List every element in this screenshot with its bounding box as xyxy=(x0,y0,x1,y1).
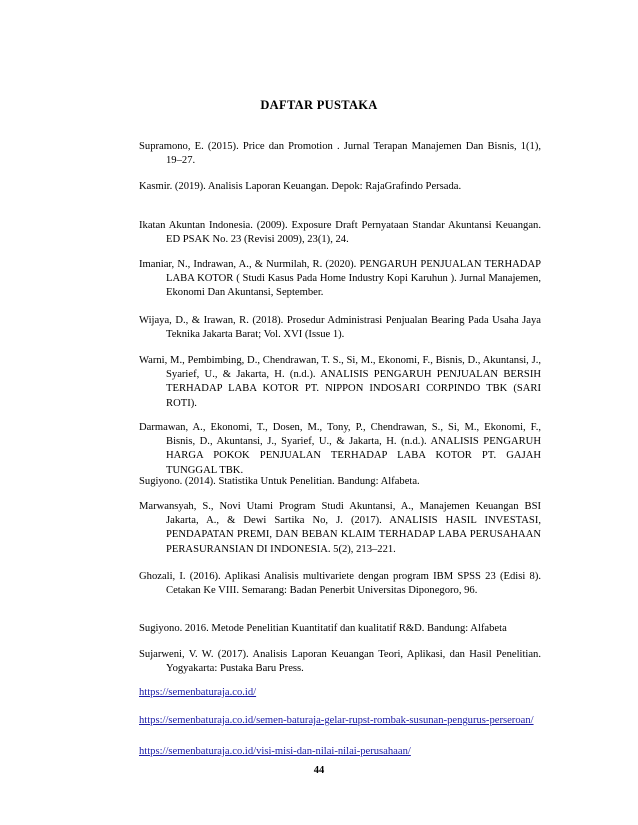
reference-entry: Supramono, E. (2015). Price dan Promotion . Jurnal Terapan Manajemen Dan Bisnis, 1(1), 19–27. xyxy=(139,141,541,167)
reference-entry: Marwansyah, S., Novi Utami Program Studi Akuntansi, A., Manajemen Keuangan BSI Jakarta, A., & Dewi Sartika No, J. (2017). ANALISIS HASIL INVESTASI, PENDAPATAN PREMI, DAN BEBAN KLAIM TERHADAP LABA PERUSAHAAN PERASURANSIAN DI INDONESIA. 5(2), 213–221. xyxy=(139,501,541,555)
reference-entry: Darmawan, A., Ekonomi, T., Dosen, M., Tony, P., Chendrawan, S., Si, M., Ekonomi, F., Bisnis, D., Akuntansi, J., Syarief, U., & Jakarta, H. (n.d.). ANALISIS PENGARUH HARGA POKOK PENJUALAN TERHADAP LABA KOTOR PT. GAJAH TUNGGAL TBK. xyxy=(139,422,541,476)
reference-link[interactable]: https://semenbaturaja.co.id/ xyxy=(139,687,257,698)
page-number: 44 xyxy=(313,765,325,776)
reference-entry: Kasmir. (2019). Analisis Laporan Keuangan. Depok: RajaGrafindo Persada. xyxy=(139,181,462,192)
reference-entry: Ikatan Akuntan Indonesia. (2009). Exposure Draft Pernyataan Standar Akuntansi Keuangan. ED PSAK No. 23 (Revisi 2009), 23(1), 24. xyxy=(139,220,541,246)
reference-link[interactable]: https://semenbaturaja.co.id/semen-baturaja-gelar-rupst-rombak-susunan-pengurus-perseroan/ xyxy=(139,715,534,726)
reference-entry: Imaniar, N., Indrawan, A., & Nurmilah, R. (2020). PENGARUH PENJUALAN TERHADAP LABA KOTOR ( Studi Kasus Pada Home Industry Kopi Karuhun ). Jurnal Manajemen, Ekonomi Dan Akuntansi, September. xyxy=(139,259,541,299)
reference-entry: Ghozali, I. (2016). Aplikasi Analisis multivariete dengan program IBM SPSS 23 (Edisi 8). Cetakan Ke VIII. Semarang: Badan Penerbit Universitas Diponegoro, 96. xyxy=(139,571,541,597)
reference-entry: Warni, M., Pembimbing, D., Chendrawan, T. S., Si, M., Ekonomi, F., Bisnis, D., Akuntansi, J., Syarief, U., & Jakarta, H. (n.d.). ANALISIS PENGARUH PENJUALAN BERSIH TERHADAP LABA KOTOR PT. NIPPON INDOSARI CORPINDO TBK (SARI ROTI). xyxy=(139,355,541,409)
reference-entry: Sujarweni, V. W. (2017). Analisis Laporan Keuangan Teori, Aplikasi, dan Hasil Penelitian. Yogyakarta: Pustaka Baru Press. xyxy=(139,649,541,675)
reference-entry: Wijaya, D., & Irawan, R. (2018). Prosedur Administrasi Penjualan Bearing Pada Usaha Jaya Teknika Jakarta Barat; Vol. XVI (Issue 1). xyxy=(139,315,541,341)
reference-entry: Sugiyono. 2016. Metode Penelitian Kuantitatif dan kualitatif R&D. Bandung: Alfabeta xyxy=(139,623,507,634)
reference-link[interactable]: https://semenbaturaja.co.id/visi-misi-dan-nilai-nilai-perusahaan/ xyxy=(139,746,411,757)
reference-entry: Sugiyono. (2014). Statistika Untuk Penelitian. Bandung: Alfabeta. xyxy=(139,476,420,487)
page-title: DAFTAR PUSTAKA xyxy=(260,98,378,112)
